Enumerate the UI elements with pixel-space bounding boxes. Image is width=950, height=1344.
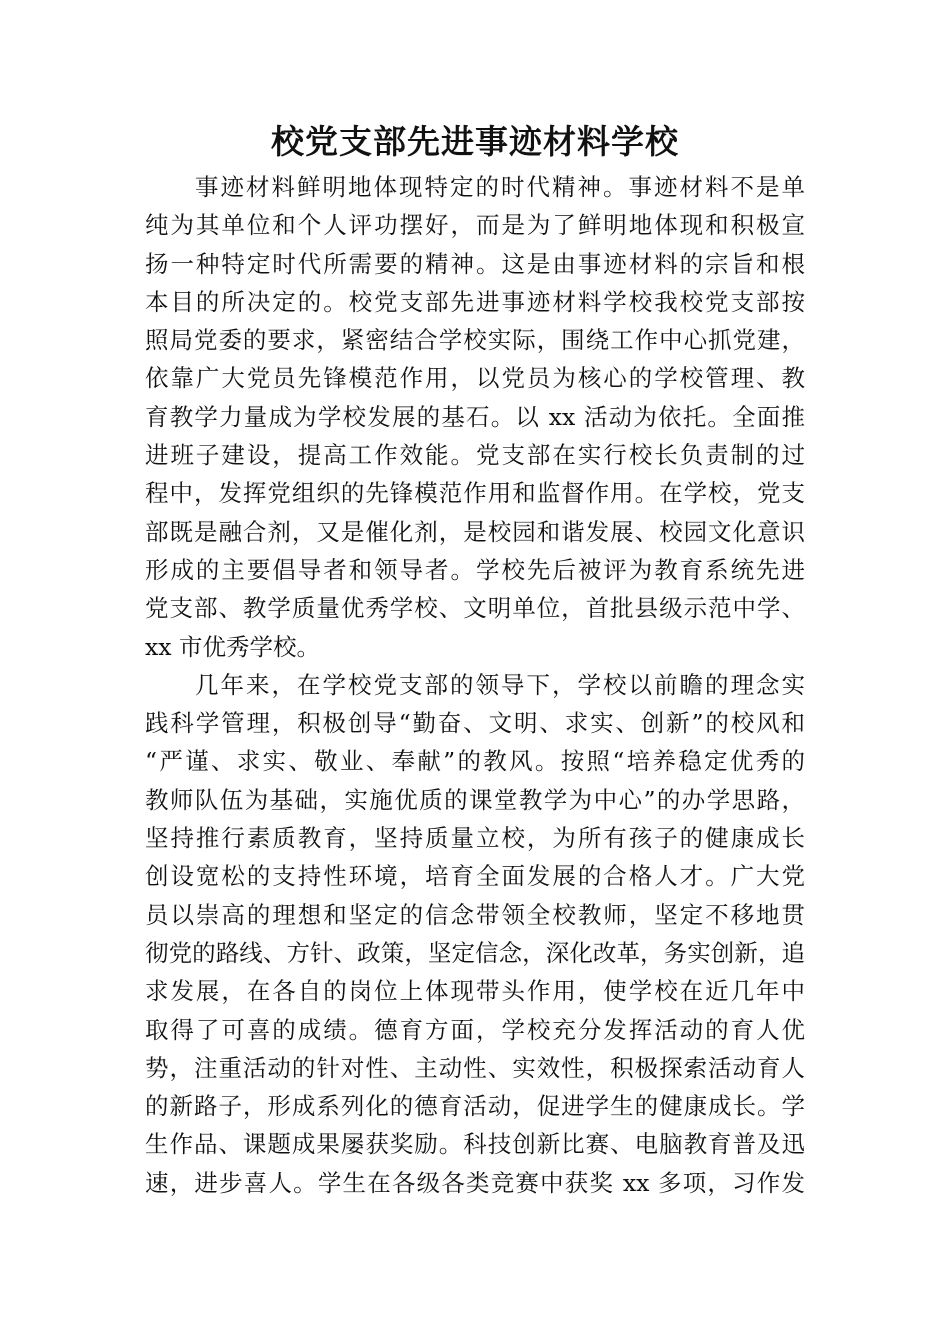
text-line: 势，注重活动的针对性、主动性、实效性，积极探索活动育人 (145, 1053, 805, 1082)
text-line: 求发展，在各自的岗位上体现带头作用，使学校在近几年中 (145, 977, 805, 1006)
text-line: 扬一种特定时代所需要的精神。这是由事迹材料的宗旨和根 (145, 249, 805, 278)
document-body (145, 168, 805, 1202)
text-line: 生作品、课题成果屡获奖励。科技创新比赛、电脑教育普及迅 (145, 1130, 805, 1159)
text-line: 取得了可喜的成绩。德育方面，学校充分发挥活动的育人优 (145, 1015, 805, 1044)
text-line: 纯为其单位和个人评功摆好，而是为了鲜明地体现和积极宣 (145, 211, 805, 240)
text-line: 育教学力量成为学校发展的基石。以 xx 活动为依托。全面推 (145, 402, 805, 431)
text-line: 进班子建设，提高工作效能。党支部在实行校长负责制的过 (145, 441, 805, 470)
text-line: 坚持推行素质教育，坚持质量立校，为所有孩子的健康成长 (145, 824, 805, 853)
text-line: 本目的所决定的。校党支部先进事迹材料学校我校党支部按 (145, 287, 805, 316)
text-line: 程中，发挥党组织的先锋模范作用和监督作用。在学校，党支 (145, 479, 805, 508)
text-line: 事迹材料鲜明地体现特定的时代精神。事迹材料不是单 (195, 173, 805, 201)
text-line: 员以崇高的理想和坚定的信念带领全校教师，坚定不移地贯 (145, 900, 805, 929)
text-line: 教师队伍为基础，实施优质的课堂教学为中心”的办学思路， (145, 785, 805, 814)
text-line: xx 市优秀学校。 (145, 632, 320, 661)
text-line: 速，进步喜人。学生在各级各类竞赛中获奖 xx 多项，习作发 (145, 1168, 805, 1197)
text-line: 部既是融合剂，又是催化剂，是校园和谐发展、校园文化意识 (145, 517, 805, 546)
document-title: 校党支部先进事迹材料学校 (271, 122, 679, 161)
text-line: 照局党委的要求，紧密结合学校实际，围绕工作中心抓党建， (145, 326, 805, 355)
paragraph-1 (145, 168, 805, 666)
paragraph-2 (145, 666, 805, 1202)
text-line: 的新路子，形成系列化的德育活动，促进学生的健康成长。学 (145, 1092, 805, 1121)
text-line: 创设宽松的支持性环境，培育全面发展的合格人才。广大党 (145, 862, 805, 891)
text-line: 依靠广大党员先锋模范作用，以党员为核心的学校管理、教 (145, 364, 805, 393)
text-line: 践科学管理，积极创导“勤奋、文明、求实、创新”的校风和 (145, 709, 805, 738)
text-line: 形成的主要倡导者和领导者。学校先后被评为教育系统先进 (145, 555, 805, 584)
text-line: “严谨、求实、敬业、奉献”的教风。按照“培养稳定优秀的 (145, 747, 805, 776)
text-line: 彻党的路线、方针、政策，坚定信念，深化改革，务实创新，追 (145, 938, 805, 967)
text-line: 几年来，在学校党支部的领导下，学校以前瞻的理念实 (195, 670, 805, 699)
text-line: 党支部、教学质量优秀学校、文明单位，首批县级示范中学、 (145, 594, 805, 623)
